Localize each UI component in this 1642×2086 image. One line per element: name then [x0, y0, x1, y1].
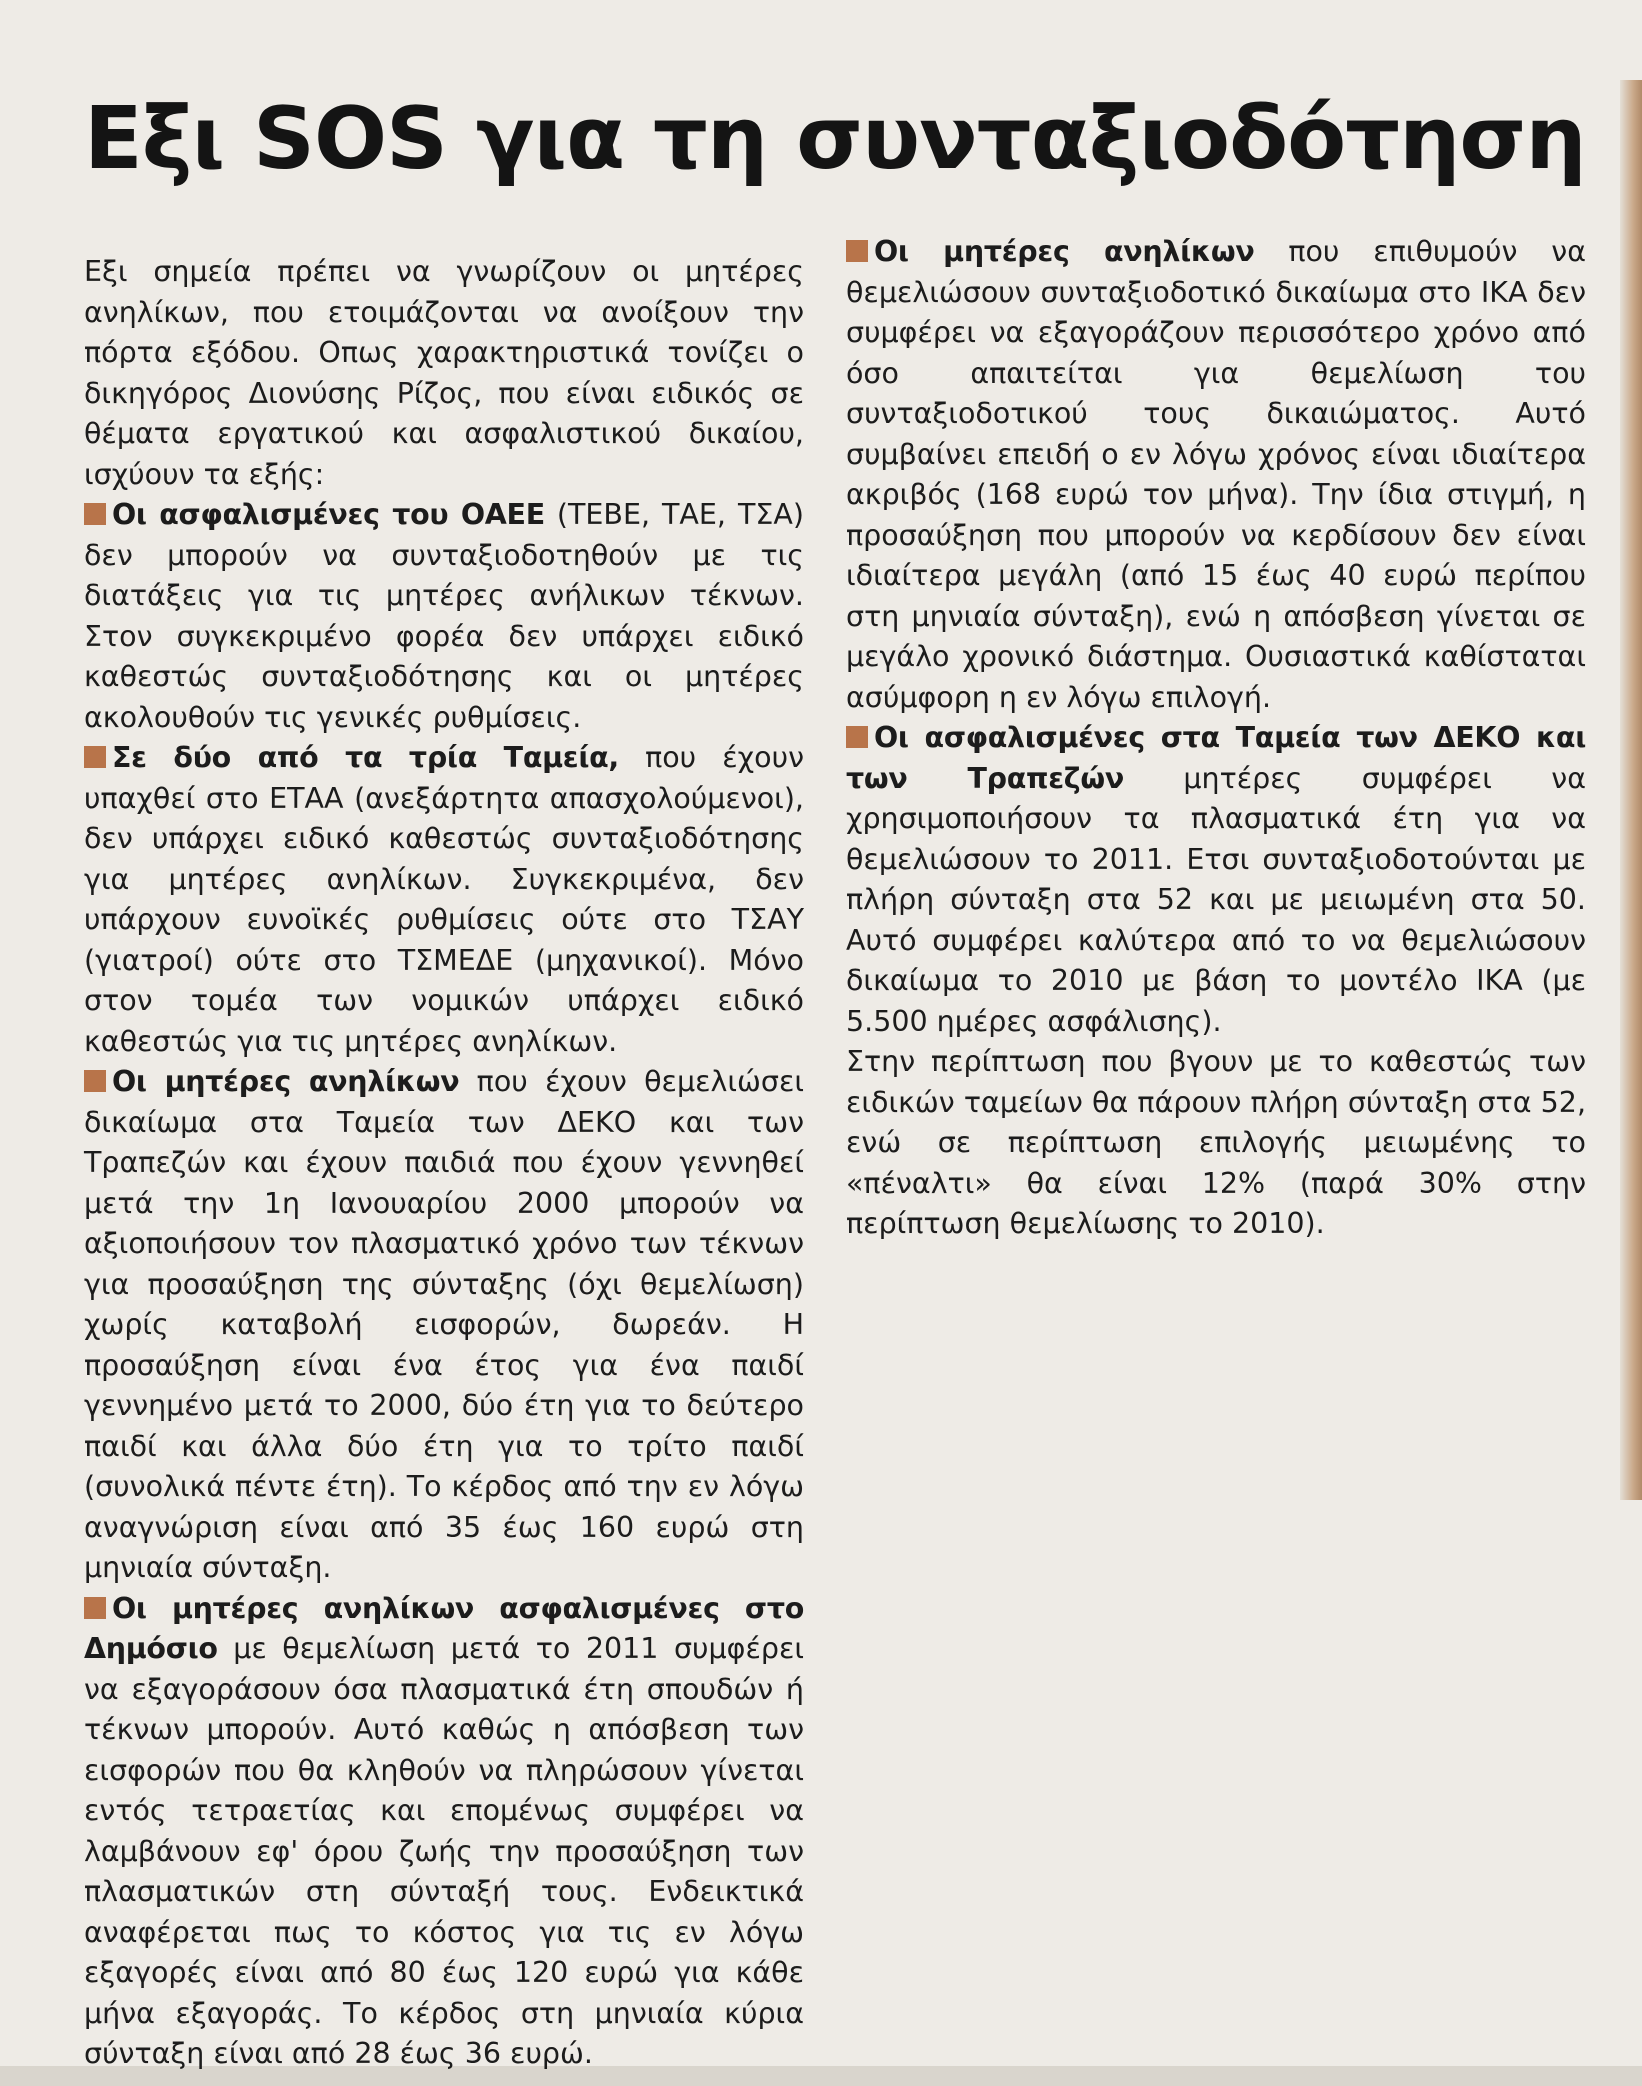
- square-bullet-icon: [846, 240, 868, 262]
- article-point: [84, 738, 804, 1062]
- point-lead: Οι μητέρες ανηλίκων: [112, 1065, 460, 1098]
- square-bullet-icon: [84, 746, 106, 768]
- article-intro: Εξι σημεία πρέπει να γνωρίζουν οι μητέρες ανηλίκων, που ετοιμάζονται να ανοίξουν την πόρτα εξόδου. Οπως χαρακτηριστικά τονίζει ο δικηγόρος Διονύσης Ρίζος, που είναι ειδικός σε θέματα εργατικού και ασφαλιστικού δικαίου, ισχύουν τα εξής:: [84, 255, 804, 491]
- point-lead: Σε δύο από τα τρία Ταμεία,: [112, 741, 619, 774]
- article-point: [846, 232, 1586, 718]
- point-text: που επιθυμούν να θεμελιώσουν συνταξιοδοτικό δικαίωμα στο ΙΚΑ δεν συμφέρει να εξαγοράζουν περισσότερο χρόνο από όσο απαιτείται για θεμελίωση του συνταξιοδοτικού τους δικαιώματος. Αυτό συμβαίνει επειδή ο εν λόγω χρόνος είναι ιδιαίτερα ακριβός (168 ευρώ τον μήνα). Την ίδια στιγμή, η προσαύξηση που μπορούν να κερδίσουν δεν είναι ιδιαίτερα μεγάλη (από 15 έως 40 ευρώ περίπου στη μηνιαία σύνταξη), ενώ η απόσβεση γίνεται σε μεγάλο χρονικό διάστημα. Ουσιαστικά καθίσταται ασύμφορη η εν λόγω επιλογή.: [846, 235, 1586, 714]
- square-bullet-icon: [84, 1597, 106, 1619]
- article-point: [84, 1062, 804, 1589]
- article-column-left: [84, 252, 804, 2075]
- point-lead: Οι ασφαλισμένες του ΟΑΕΕ: [112, 498, 545, 531]
- square-bullet-icon: [84, 503, 106, 525]
- point-text: με θεμελίωση μετά το 2011 συμφέρει να εξαγοράσουν όσα πλασματικά έτη σπουδών ή τέκνων μπορούν. Αυτό καθώς η απόσβεση των εισφορών που θα κληθούν να πληρώσουν γίνεται εντός τετραετίας και επομένως συμφέρει να λαμβάνουν εφ' όρου ζωής την προσαύξηση των πλασματικών στη σύνταξή τους. Ενδεικτικά αναφέρεται πως το κόστος για τις εν λόγω εξαγορές είναι από 80 έως 120 ευρώ για κάθε μήνα εξαγοράς. Το κέρδος στη μηνιαία κύρια σύνταξη είναι από 28 έως 36 ευρώ.: [84, 1632, 804, 2070]
- article-point: [846, 718, 1586, 1042]
- article-point: [84, 495, 804, 738]
- point-lead: Οι μητέρες ανηλίκων: [874, 235, 1255, 268]
- point-lead: Οι ασφαλισμένες στα Ταμεία των ΔΕΚΟ και των Τραπεζών: [846, 721, 1586, 795]
- point-text: μητέρες συμφέρει να χρησιμοποιήσουν τα πλασματικά έτη για να θεμελιώσουν το 2011. Ετσι συνταξιοδοτούνται με πλήρη σύνταξη στα 52 και με μειωμένη στα 50. Αυτό συμφέρει καλύτερα από το να θεμελιώσουν δικαίωμα το 2010 με βάση το μοντέλο ΙΚΑ (με 5.500 ημέρες ασφάλισης).: [846, 761, 1586, 1038]
- article-column-right: [846, 232, 1586, 1245]
- article-point: [84, 1589, 804, 2075]
- point-text: που έχουν υπαχθεί στο ΕΤΑΑ (ανεξάρτητα απασχολούμενοι), δεν υπάρχει ειδικό καθεστώς συνταξιοδότησης για μητέρες ανηλίκων. Συγκεκριμένα, δεν υπάρχουν ευνοϊκές ρυθμίσεις ούτε στο ΤΣΑΥ (γιατροί) ούτε στο ΤΣΜΕΔΕ (μηχανικοί). Μόνο στον τομέα των νομικών υπάρχει ειδικό καθεστώς για τις μητέρες ανηλίκων.: [84, 741, 804, 1058]
- adjacent-page-edge: [1620, 80, 1642, 1500]
- square-bullet-icon: [84, 1070, 106, 1092]
- article-headline: Εξι SOS για τη συνταξιοδότηση: [84, 89, 1586, 189]
- point-text: που έχουν θεμελιώσει δικαίωμα στα Ταμεία των ΔΕΚΟ και των Τραπεζών και έχουν παιδιά που έχουν γεννηθεί μετά την 1η Ιανουαρίου 2000 μπορούν να αξιοποιήσουν τον πλασματικό χρόνο των τέκνων για προσαύξηση της σύνταξης (όχι θεμελίωση) χωρίς καταβολή εισφορών, δωρεάν. Η προσαύξηση είναι ένα έτος για ένα παιδί γεννημένο μετά το 2000, δύο έτη για το δεύτερο παιδί και άλλα δύο έτη για το τρίτο παιδί (συνολικά πέντε έτη). Το κέρδος από την εν λόγω αναγνώριση είναι από 35 έως 160 ευρώ στη μηνιαία σύνταξη.: [84, 1065, 804, 1584]
- square-bullet-icon: [846, 726, 868, 748]
- point-text: (ΤΕΒΕ, ΤΑΕ, ΤΣΑ) δεν μπορούν να συνταξιοδοτηθούν με τις διατάξεις για τις μητέρες ανήλικων τέκνων. Στον συγκεκριμένο φορέα δεν υπάρχει ειδικό καθεστώς συνταξιοδότησης και οι μητέρες ακολουθούν τις γενικές ρυθμίσεις.: [84, 498, 804, 734]
- point-lead: Οι μητέρες ανηλίκων ασφαλισμένες στο Δημόσιο: [84, 1591, 804, 1665]
- article-closing: Στην περίπτωση που βγουν με το καθεστώς των ειδικών ταμείων θα πάρουν πλήρη σύνταξη στα 52, ενώ σε περίπτωση επιλογής μειωμένης το «πέναλτι» θα είναι 12% (παρά 30% στην περίπτωση θεμελίωσης το 2010).: [846, 1045, 1586, 1240]
